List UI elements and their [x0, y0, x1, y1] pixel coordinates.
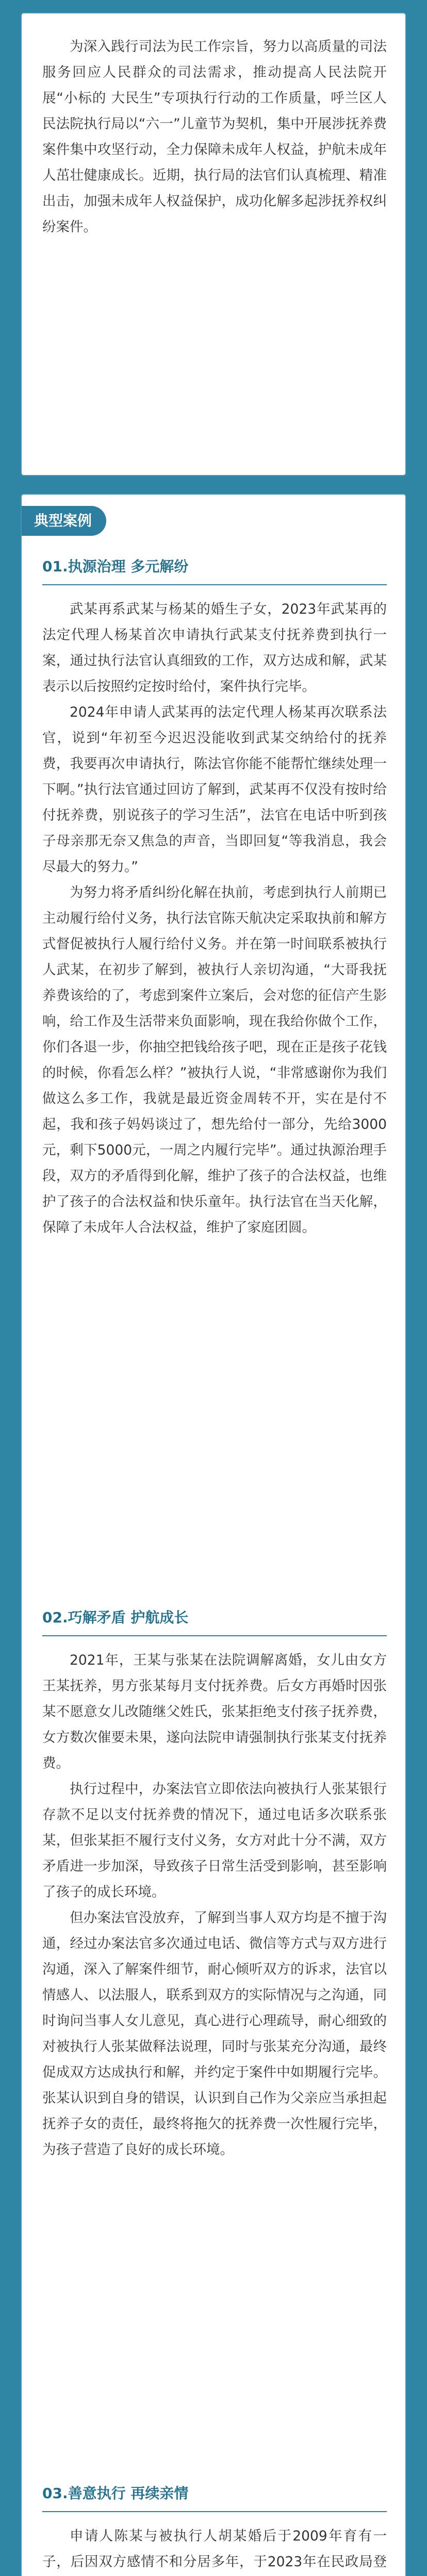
intro-text-block — [42, 34, 387, 456]
intro-card — [21, 12, 406, 476]
cases-card — [21, 494, 406, 2576]
case-title-2: 02.巧解矛盾 护航成长 — [42, 1602, 387, 1636]
case-1-paragraph-3: 为努力将矛盾纠纷化解在执前，考虑到执行人前期已主动履行给付义务，执行法官陈天航决定采取执前和解方式督促被执行人履行给付义务。并在第一时间联系被执行人武某，在初步了解到，被执行人亲切沟通，“大哥我抚养费该给的了，考虑到案件立案后，会对您的征信产生影响，给工作及生活带来负面影响，现在我给你做个工作，你们各退一步，你抽空把钱给孩子吧，现在正是孩子花钱的时候，你看怎么样？”被执行人说，“非常感谢你为我们做这么多工作，我就是最近资金周转不开，实在是付不起，我和孩子妈妈谈过了，想先给付一部分，先给3000元，剩下5000元，一周之内履行完毕”。通过执源治理手段，双方的矛盾得到化解，维护了孩子的合法权益，也维护了孩子的合法权益和快乐童年。执行法官在当天化解，保障了未成年人合法权益，维护了家庭团圆。 — [42, 885, 387, 1235]
intro-paragraph: 为深入践行司法为民工作宗旨，努力以高质量的司法服务回应人民群众的司法需求，推动提高人民法院开展“小标的 大民生”专项执行行动的工作质量，呼兰区人民法院执行局以“六一”儿童节为契机，集中开展涉抚养费案件集中攻坚行动，全力保障未成年人权益，护航未成年人茁壮健康成长。近期，执行局的法官们认真梳理、精准出击，加强未成年人权益保护，成功化解多起涉抚养权纠纷案件。 — [42, 39, 387, 235]
case-1-paragraph-2: 2024年申请人武某再的法定代理人杨某再次联系法官，说到“年初至今迟迟没能收到武某交纳给付的抚养费，我要再次申请执行，陈法官你能不能帮忙继续处理一下啊。”执行法官通过回访了解到，武某再不仅没有按时给付抚养费，别说孩子的学习生活”，法官在电话中听到孩子母亲那无奈又焦急的声音，当即回复“等我消息，我会尽最大的努力。” — [42, 704, 387, 875]
case-title-1: 01.执源治理 多元解纷 — [42, 551, 387, 585]
case-block-3 — [42, 2478, 387, 2576]
case-2-paragraph-2: 执行过程中，办案法官立即依法向被执行人张某银行存款不足以支付抚养费的情况下，通过电话多次联系张某，但张某拒不履行支付义务，女方对此十分不满，双方矛盾进一步加深，导致孩子日常生活受到影响，甚至影响了孩子的成长环境。 — [42, 1781, 387, 1900]
case-title-3: 03.善意执行 再续亲情 — [42, 2478, 387, 2512]
case-3-paragraph-1: 申请人陈某与被执行人胡某婚后于2009年育有一子，后因双方感情不和分居多年，于2023年在民政局登 — [42, 2528, 387, 2570]
case-block-2 — [42, 1602, 387, 2473]
cases-section-header: 典型案例 — [22, 506, 106, 536]
case-1-paragraph-1: 武某再系武某与杨某的婚生子女，2023年武某再的法定代理人杨某首次申请执行武某支付抚养费到执行一案，通过执行法官认真细致的工作，双方达成和解，武某表示以后按照约定按时给付，案件执行完毕。 — [42, 601, 387, 694]
case-2-paragraph-1: 2021年，王某与张某在法院调解离婚，女儿由女方王某抚养，男方张某每月支付抚养费。后女方再婚时因张某不愿意女儿改随继父姓氏，张某拒绝支付孩子抚养费，女方数次催要未果，遂向法院申请强制执行张某支付抚养费。 — [42, 1652, 387, 1771]
case-block-1 — [42, 551, 387, 1597]
case-2-paragraph-3: 但办案法官没放弃，了解到当事人双方均是不擅于沟通，经过办案法官多次通过电话、微信等方式与双方进行沟通，深入了解案件细节，耐心倾听双方的诉求，法官以情感人、以法服人，联系到双方的实际情况与之沟通，同时询问当事人女儿意见，真心进行心理疏导，耐心细致的对被执行人张某做释法说理，同时与张某充分沟通，最终促成双方达成执行和解，并约定于案件中如期履行完毕。张某认识到自身的错误，认识到自己作为父亲应当承担起抚养子女的责任，最终将拖欠的抚养费一次性履行完毕，为孩子营造了良好的成长环境。 — [42, 1910, 387, 2158]
